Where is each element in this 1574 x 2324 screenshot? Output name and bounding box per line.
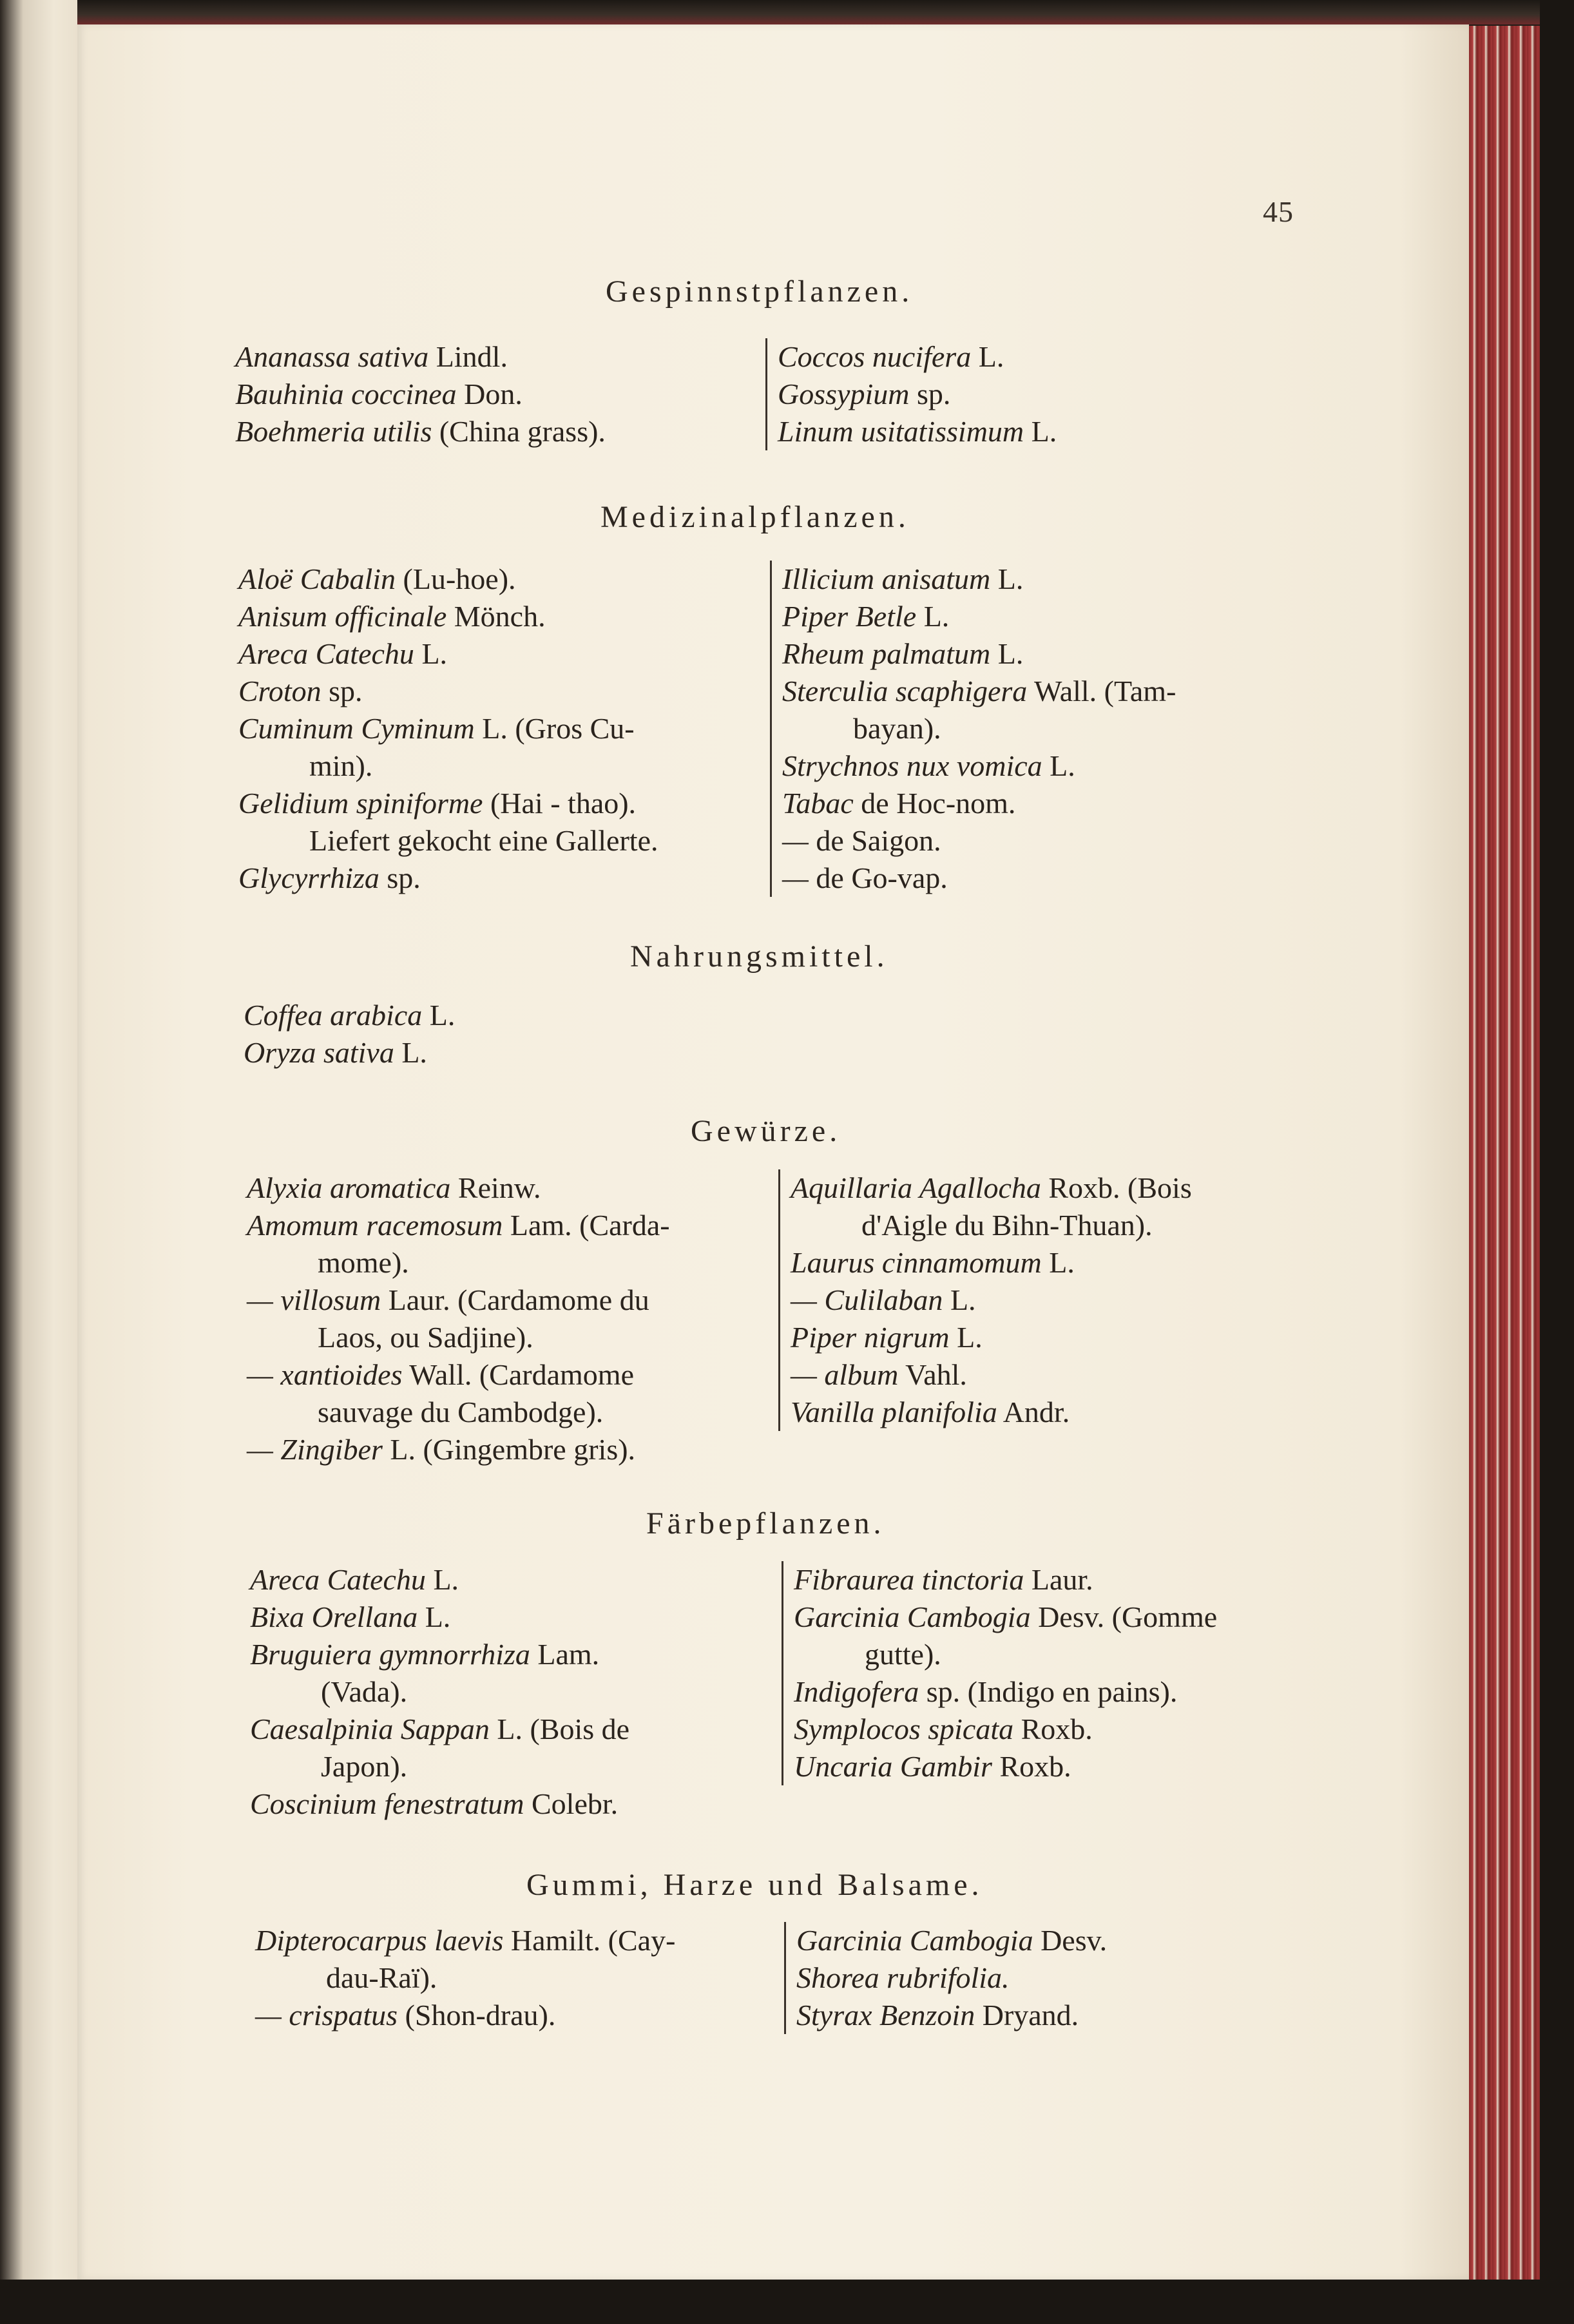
entry-line bbox=[238, 822, 658, 859]
entry-detail: Vahl. bbox=[898, 1358, 967, 1391]
species-name: Garcinia Cambogia bbox=[796, 1924, 1033, 1957]
entry-line bbox=[782, 785, 1176, 822]
species-name: Bruguiera gymnorrhiza bbox=[250, 1638, 530, 1671]
entry-detail: Colebr. bbox=[524, 1787, 619, 1820]
entry-detail: L. bbox=[1024, 415, 1057, 448]
species-name: Alyxia aromatica bbox=[247, 1171, 451, 1204]
entry-detail: L. (Bois de bbox=[489, 1713, 630, 1745]
entry-line bbox=[244, 1034, 455, 1071]
species-name: Caesalpinia Sappan bbox=[250, 1713, 490, 1745]
species-name: Styrax Benzoin bbox=[796, 1999, 975, 2031]
entry-line bbox=[235, 413, 606, 450]
book-gutter bbox=[0, 0, 77, 2324]
species-name: Vanilla planifolia bbox=[791, 1396, 997, 1428]
heading-medizinalpflanzen: Medizinalpflanzen. bbox=[600, 500, 910, 534]
species-name: Aquillaria Agallocha bbox=[791, 1171, 1041, 1204]
entry-line bbox=[235, 376, 606, 413]
entry-detail: Don. bbox=[456, 378, 523, 410]
entry-line bbox=[791, 1207, 1192, 1244]
page-number: 45 bbox=[1263, 195, 1294, 228]
species-name: Shorea rubrifolia. bbox=[796, 1961, 1010, 1994]
species-name: — Culilaban bbox=[791, 1283, 943, 1316]
entry-detail: (China grass). bbox=[432, 415, 606, 448]
species-name: Bauhinia coccinea bbox=[235, 378, 457, 410]
entry-line bbox=[782, 822, 1176, 859]
entry-line bbox=[791, 1356, 1192, 1394]
species-name: Anisum officinale bbox=[238, 600, 447, 633]
entry-line bbox=[238, 598, 658, 635]
species-name: Piper nigrum bbox=[791, 1321, 950, 1354]
entry-detail: bayan). bbox=[853, 712, 941, 745]
entry-line bbox=[250, 1748, 629, 1785]
gespinnst-right-column bbox=[765, 338, 1057, 450]
species-name: Rheum palmatum bbox=[782, 637, 991, 670]
entry-line bbox=[247, 1207, 670, 1244]
entry-line bbox=[791, 1282, 1192, 1319]
entry-detail: sp. bbox=[379, 861, 421, 894]
entry-detail: dau-Raï). bbox=[326, 1961, 437, 1994]
entry-detail: L. bbox=[943, 1283, 976, 1316]
gewuerze-left-column bbox=[247, 1169, 670, 1468]
heading-gespinnstpflanzen: Gespinnstpflanzen. bbox=[606, 274, 914, 309]
species-name: Uncaria Gambir bbox=[794, 1750, 992, 1783]
entry-detail: L. bbox=[422, 999, 456, 1032]
entry-detail: (Vada). bbox=[321, 1675, 408, 1708]
entry-line bbox=[238, 785, 658, 822]
species-name: — crispatus bbox=[255, 1999, 398, 2031]
entry-line bbox=[250, 1785, 629, 1823]
species-name: Coffea arabica bbox=[244, 999, 423, 1032]
entry-detail: Dryand. bbox=[975, 1999, 1079, 2031]
species-name: — Zingiber bbox=[247, 1433, 383, 1466]
entry-detail: (Hai - thao). bbox=[483, 787, 637, 820]
entry-detail: L. bbox=[1041, 1246, 1075, 1279]
entry-detail: L. (Gros Cu- bbox=[474, 712, 635, 745]
entry-detail: sp. bbox=[321, 675, 363, 707]
entry-detail: Lam. (Carda- bbox=[503, 1209, 670, 1242]
entry-detail: L. bbox=[417, 1600, 451, 1633]
species-name: Coccos nucifera bbox=[778, 340, 972, 373]
entry-detail: sp. (Indigo en pains). bbox=[919, 1675, 1178, 1708]
species-name: Cuminum Cyminum bbox=[238, 712, 475, 745]
entry-detail: d'Aigle du Bihn-Thuan). bbox=[861, 1209, 1153, 1242]
entry-detail: L. bbox=[949, 1321, 983, 1354]
species-name: Boehmeria utilis bbox=[235, 415, 432, 448]
species-name: Strychnos nux vomica bbox=[782, 749, 1042, 782]
faerbe-right-column bbox=[782, 1561, 1217, 1785]
species-name: Laurus cinnamomum bbox=[791, 1246, 1042, 1279]
entry-line bbox=[247, 1394, 670, 1431]
species-name: Linum usitatissimum bbox=[778, 415, 1024, 448]
heading-faerbepflanzen: Färbepflanzen. bbox=[646, 1506, 885, 1541]
entry-line bbox=[794, 1711, 1217, 1748]
faerbe-left-column bbox=[250, 1561, 629, 1823]
entry-detail: L. bbox=[425, 1563, 459, 1596]
entry-line bbox=[782, 710, 1176, 747]
entry-line bbox=[794, 1748, 1217, 1785]
entry-detail: (Shon-drau). bbox=[398, 1999, 556, 2031]
entry-detail: min). bbox=[309, 749, 373, 782]
entry-line bbox=[791, 1169, 1192, 1207]
entry-detail: Mönch. bbox=[446, 600, 546, 633]
entry-detail: L. bbox=[990, 637, 1024, 670]
species-name: Garcinia Cambogia bbox=[794, 1600, 1031, 1633]
entry-detail: Desv. (Gomme bbox=[1030, 1600, 1218, 1633]
entry-detail: Roxb. bbox=[1013, 1713, 1093, 1745]
species-name: Symplocos spicata bbox=[794, 1713, 1014, 1745]
species-name: — xantioides bbox=[247, 1358, 403, 1391]
species-name: Bixa Orellana bbox=[250, 1600, 418, 1633]
entry-line bbox=[238, 710, 658, 747]
entry-line bbox=[238, 635, 658, 673]
entry-line bbox=[794, 1561, 1217, 1599]
species-name: — bbox=[782, 861, 816, 894]
entry-detail: L. bbox=[990, 562, 1024, 595]
entry-line bbox=[778, 338, 1057, 376]
entry-line bbox=[782, 635, 1176, 673]
entry-line bbox=[247, 1244, 670, 1282]
entry-line bbox=[794, 1673, 1217, 1711]
entry-line bbox=[782, 859, 1176, 897]
entry-detail: Desv. bbox=[1033, 1924, 1108, 1957]
gummi-left-column bbox=[255, 1922, 675, 2034]
entry-line bbox=[238, 561, 658, 598]
entry-line bbox=[255, 1922, 675, 1959]
background-bottom bbox=[0, 2280, 1574, 2324]
species-name: Piper Betle bbox=[782, 600, 917, 633]
entry-line bbox=[796, 1959, 1107, 1997]
species-name: Coscinium fenestratum bbox=[250, 1787, 524, 1820]
entry-detail: Japon). bbox=[321, 1750, 408, 1783]
nahrung-left-column bbox=[244, 997, 455, 1071]
entry-line bbox=[794, 1599, 1217, 1636]
entry-detail: mome). bbox=[318, 1246, 409, 1279]
entry-detail: Wall. (Tam- bbox=[1027, 675, 1176, 707]
entry-detail: Roxb. bbox=[992, 1750, 1071, 1783]
species-name: — villosum bbox=[247, 1283, 381, 1316]
entry-line bbox=[791, 1319, 1192, 1356]
entry-line bbox=[247, 1319, 670, 1356]
entry-line bbox=[782, 561, 1176, 598]
background-right bbox=[1540, 0, 1574, 2324]
entry-detail: de Hoc-nom. bbox=[853, 787, 1016, 820]
entry-line bbox=[782, 747, 1176, 785]
entry-line bbox=[255, 1997, 675, 2034]
species-name: — bbox=[782, 824, 816, 857]
species-name: Aloë Cabalin bbox=[238, 562, 396, 595]
entry-line bbox=[778, 376, 1057, 413]
entry-detail: de Saigon. bbox=[816, 824, 941, 857]
entry-detail: Laur. (Cardamome du bbox=[381, 1283, 649, 1316]
species-name: Sterculia scaphigera bbox=[782, 675, 1028, 707]
species-name: Oryza sativa bbox=[244, 1036, 394, 1069]
entry-detail: Hamilt. (Cay- bbox=[503, 1924, 676, 1957]
entry-line bbox=[250, 1561, 629, 1599]
entry-detail: Laos, ou Sadjine). bbox=[318, 1321, 533, 1354]
entry-line bbox=[782, 598, 1176, 635]
entry-line bbox=[238, 859, 658, 897]
species-name: Dipterocarpus laevis bbox=[255, 1924, 504, 1957]
entry-line bbox=[782, 673, 1176, 710]
species-name: Gelidium spiniforme bbox=[238, 787, 483, 820]
entry-detail: Liefert gekocht eine Gallerte. bbox=[309, 824, 658, 857]
heading-nahrungsmittel: Nahrungsmittel. bbox=[630, 939, 888, 974]
entry-detail: L. bbox=[916, 600, 950, 633]
species-name: Glycyrrhiza bbox=[238, 861, 379, 894]
book-page-edges bbox=[1469, 26, 1540, 2294]
entry-line bbox=[791, 1244, 1192, 1282]
medizinal-right-column bbox=[770, 561, 1176, 897]
entry-line bbox=[250, 1673, 629, 1711]
medizinal-left-column bbox=[238, 561, 658, 897]
entry-detail: Wall. (Cardamome bbox=[402, 1358, 634, 1391]
entry-line bbox=[238, 747, 658, 785]
entry-line bbox=[247, 1169, 670, 1207]
species-name: Areca Catechu bbox=[238, 637, 414, 670]
heading-gummi-harze-balsame: Gummi, Harze und Balsame. bbox=[526, 1868, 983, 1902]
entry-line bbox=[796, 1922, 1107, 1959]
book-top-edge bbox=[0, 0, 1574, 24]
species-name: Fibraurea tinctoria bbox=[794, 1563, 1024, 1596]
entry-line bbox=[250, 1599, 629, 1636]
entry-line bbox=[796, 1997, 1107, 2034]
entry-detail: L. (Gingembre gris). bbox=[382, 1433, 636, 1466]
gewuerze-right-column bbox=[778, 1169, 1192, 1431]
entry-detail: L. bbox=[414, 637, 448, 670]
species-name: Indigofera bbox=[794, 1675, 919, 1708]
entry-line bbox=[255, 1959, 675, 1997]
entry-line bbox=[794, 1636, 1217, 1673]
entry-line bbox=[250, 1711, 629, 1748]
entry-detail: Lindl. bbox=[428, 340, 508, 373]
entry-detail: Reinw. bbox=[450, 1171, 541, 1204]
species-name: — album bbox=[791, 1358, 899, 1391]
entry-detail: L. bbox=[394, 1036, 427, 1069]
entry-line bbox=[250, 1636, 629, 1673]
entry-line bbox=[247, 1282, 670, 1319]
entry-detail: (Lu-hoe). bbox=[396, 562, 516, 595]
entry-line bbox=[778, 413, 1057, 450]
entry-detail: L. bbox=[1042, 749, 1075, 782]
species-name: Tabac bbox=[782, 787, 854, 820]
species-name: Amomum racemosum bbox=[247, 1209, 503, 1242]
entry-detail: de Go-vap. bbox=[816, 861, 948, 894]
entry-detail: Andr. bbox=[997, 1396, 1070, 1428]
entry-line bbox=[235, 338, 606, 376]
gespinnst-left-column bbox=[235, 338, 606, 450]
entry-detail: sp. bbox=[909, 378, 951, 410]
entry-line bbox=[247, 1356, 670, 1394]
species-name: Areca Catechu bbox=[250, 1563, 426, 1596]
gummi-right-column bbox=[784, 1922, 1107, 2034]
entry-detail: Lam. bbox=[530, 1638, 600, 1671]
entry-line bbox=[238, 673, 658, 710]
heading-gewuerze: Gewürze. bbox=[691, 1114, 841, 1148]
entry-detail: sauvage du Cambodge). bbox=[318, 1396, 604, 1428]
species-name: Illicium anisatum bbox=[782, 562, 991, 595]
entry-detail: Laur. bbox=[1024, 1563, 1093, 1596]
species-name: Ananassa sativa bbox=[235, 340, 429, 373]
entry-detail: Roxb. (Bois bbox=[1041, 1171, 1192, 1204]
species-name: Croton bbox=[238, 675, 322, 707]
entry-line bbox=[791, 1394, 1192, 1431]
entry-detail: gutte). bbox=[865, 1638, 941, 1671]
entry-detail: L. bbox=[971, 340, 1004, 373]
entry-line bbox=[247, 1431, 670, 1468]
species-name: Gossypium bbox=[778, 378, 910, 410]
entry-line bbox=[244, 997, 455, 1034]
